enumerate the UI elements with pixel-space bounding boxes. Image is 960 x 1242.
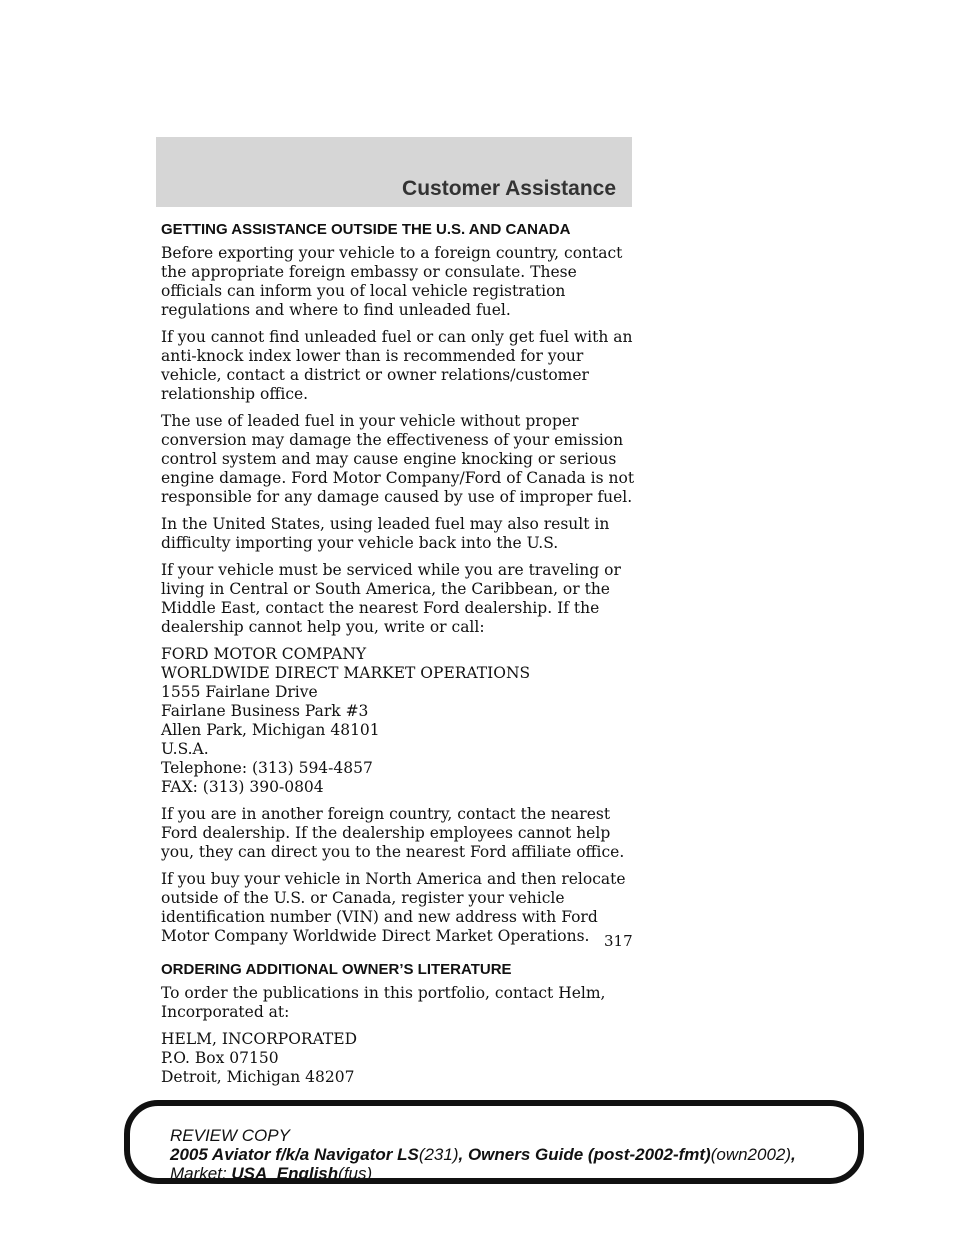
paragraph: If you are in another foreign country, contact the nearest Ford dealership. If the dealership employees cannot help you, they can direct you to the nearest Ford affiliate office.: [161, 805, 625, 861]
page-number: 317: [604, 932, 633, 950]
address-line: Allen Park, Michigan 48101: [161, 721, 380, 739]
review-line-3: Market: USA_English(fus): [170, 1164, 373, 1183]
paragraph: If you cannot find unleaded fuel or can only get fuel with an anti-knock index lower than is recommended for your vehicle, contact a district or owner relations/customer relationship office.: [161, 328, 633, 403]
paragraph: In the United States, using leaded fuel may also result in difficulty importing your vehicle back into the U.S.: [161, 515, 610, 552]
address-line: WORLDWIDE DIRECT MARKET OPERATIONS: [161, 664, 531, 682]
address-line: P.O. Box 07150: [161, 1049, 279, 1067]
address-line: FORD MOTOR COMPANY: [161, 645, 367, 663]
paragraph: Before exporting your vehicle to a foreign country, contact the appropriate foreign embassy or consulate. These officials can inform you of local vehicle registration regulations and where to find unleaded fuel.: [161, 244, 623, 319]
page-header-title: Customer Assistance: [402, 177, 616, 200]
header-band: [156, 137, 632, 207]
review-line-2: 2005 Aviator f/k/a Navigator LS(231), Owners Guide (post-2002-fmt)(own2002),: [170, 1145, 796, 1164]
review-copy-box: [124, 1100, 864, 1184]
address-line: U.S.A.: [161, 740, 209, 758]
section-heading-outside-us: GETTING ASSISTANCE OUTSIDE THE U.S. AND CANADA: [161, 221, 571, 238]
helm-address-block: [161, 1030, 641, 1087]
paragraph: To order the publications in this portfolio, contact Helm, Incorporated at:: [161, 984, 606, 1021]
ford-address-block: [161, 645, 641, 797]
address-line: Fairlane Business Park #3: [161, 702, 369, 720]
address-line: FAX: (313) 390-0804: [161, 778, 324, 796]
paragraph: If your vehicle must be serviced while you are traveling or living in Central or South America, the Caribbean, or the Middle East, contact the nearest Ford dealership. If the dealership cannot help you, write or call:: [161, 561, 621, 636]
address-line: Telephone: (313) 594-4857: [161, 759, 373, 777]
address-line: 1555 Fairlane Drive: [161, 683, 318, 701]
paragraph: The use of leaded fuel in your vehicle without proper conversion may damage the effectiveness of your emission control system and may cause engine knocking or serious engine damage. Ford Motor Company/Ford of Canada is not responsible for any damage caused by use of improper fuel.: [161, 412, 635, 506]
paragraph: If you buy your vehicle in North America and then relocate outside of the U.S. or Canada, register your vehicle identification number (VIN) and new address with Ford Motor Company Worldwide Direct Market Operations.: [161, 870, 626, 945]
address-line: HELM, INCORPORATED: [161, 1030, 358, 1048]
address-line: Detroit, Michigan 48207: [161, 1068, 355, 1086]
review-line-1: REVIEW COPY: [170, 1126, 290, 1145]
section-heading-literature: ORDERING ADDITIONAL OWNER’S LITERATURE: [161, 961, 512, 978]
review-copy-text: [170, 1126, 796, 1183]
page-content: [161, 220, 641, 1095]
